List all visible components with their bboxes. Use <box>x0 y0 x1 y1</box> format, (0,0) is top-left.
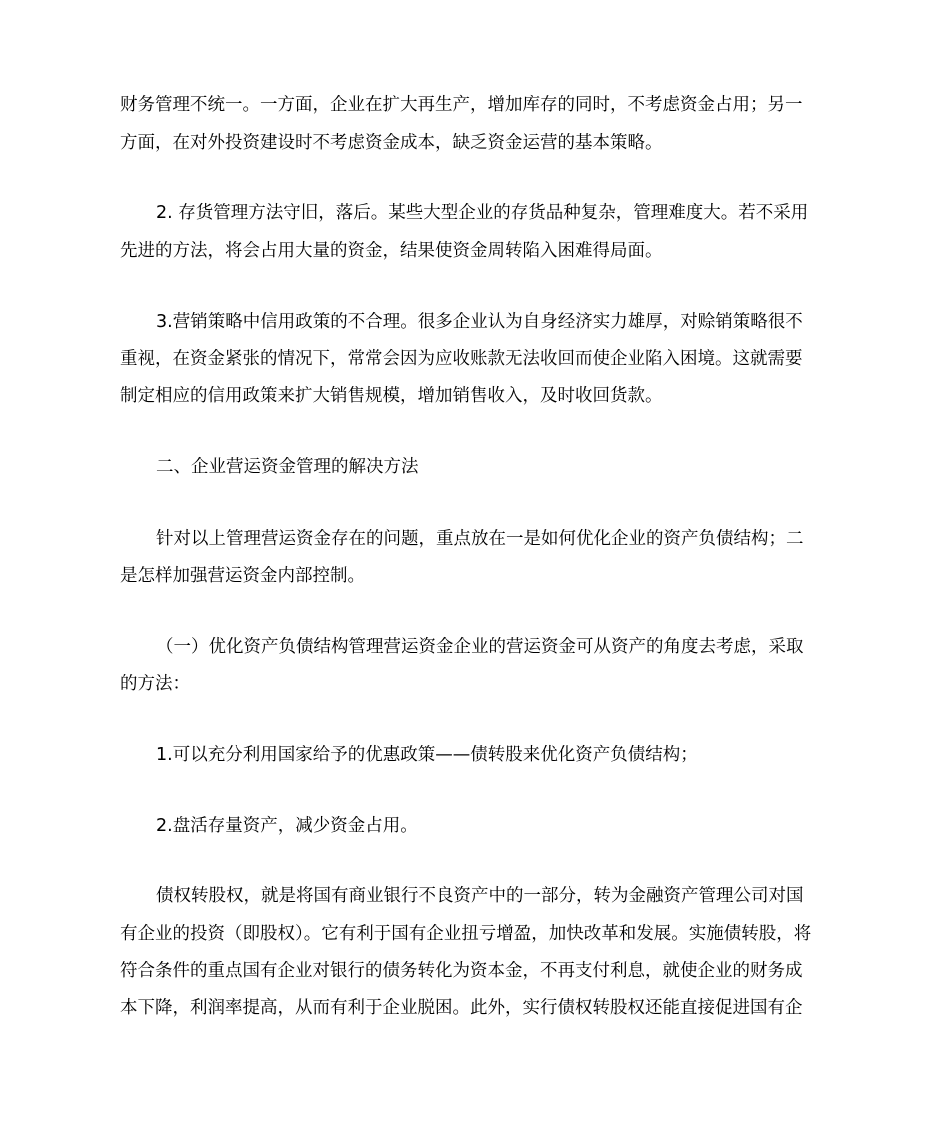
paragraph-3-line-2: 重视，在资金紧张的情况下，常常会因为应收账款无法收回而使企业陷入困境。这就需要 <box>120 349 803 369</box>
paragraph-2-line-2: 先进的方法，将会占用大量的资金，结果使资金周转陷入困难得局面。 <box>120 241 663 261</box>
paragraph-1-line-1: 财务管理不统一。一方面，企业在扩大再生产，增加库存的同时，不考虑资金占用；另一 <box>120 95 803 115</box>
paragraph-3-line-3: 制定相应的信用政策来扩大销售规模，增加销售收入，及时收回货款。 <box>120 386 663 406</box>
paragraph-3-line-1: 3.营销策略中信用政策的不合理。很多企业认为自身经济实力雄厚，对赊销策略很不 <box>156 312 803 332</box>
paragraph-9-line-4: 本下降，利润率提高，从而有利于企业脱困。此外，实行债权转股权还能直接促进国有企 <box>120 998 803 1018</box>
list-item-1: 1.可以充分利用国家给予的优惠政策——债转股来优化资产负债结构； <box>156 745 698 765</box>
paragraph-5-line-1: 针对以上管理营运资金存在的问题，重点放在一是如何优化企业的资产负债结构；二 <box>156 529 804 549</box>
paragraph-9-line-1: 债权转股权，就是将国有商业银行不良资产中的一部分，转为金融资产管理公司对国 <box>156 886 804 906</box>
paragraph-9-line-3: 符合条件的重点国有企业对银行的债务转化为资本金，不再支付利息，就使企业的财务成 <box>120 961 803 981</box>
section-heading: 二、企业营运资金管理的解决方法 <box>156 457 419 477</box>
paragraph-1-line-2: 方面，在对外投资建设时不考虑资金成本，缺乏资金运营的基本策略。 <box>120 133 663 153</box>
paragraph-6-line-2: 的方法： <box>120 674 190 694</box>
paragraph-9-line-2: 有企业的投资（即股权）。它有利于国有企业扭亏增盈，加快改革和发展。实施债转股，将 <box>120 924 812 944</box>
list-item-2: 2.盘活存量资产，减少资金占用。 <box>156 816 418 836</box>
paragraph-5-line-2: 是怎样加强营运资金内部控制。 <box>120 566 365 586</box>
paragraph-2-line-1: 2. 存货管理方法守旧，落后。某些大型企业的存货品种复杂，管理难度大。若不采用 <box>156 203 809 223</box>
paragraph-6-line-1: （一）优化资产负债结构管理营运资金企业的营运资金可从资产的角度去考虑，采取 <box>156 637 804 657</box>
